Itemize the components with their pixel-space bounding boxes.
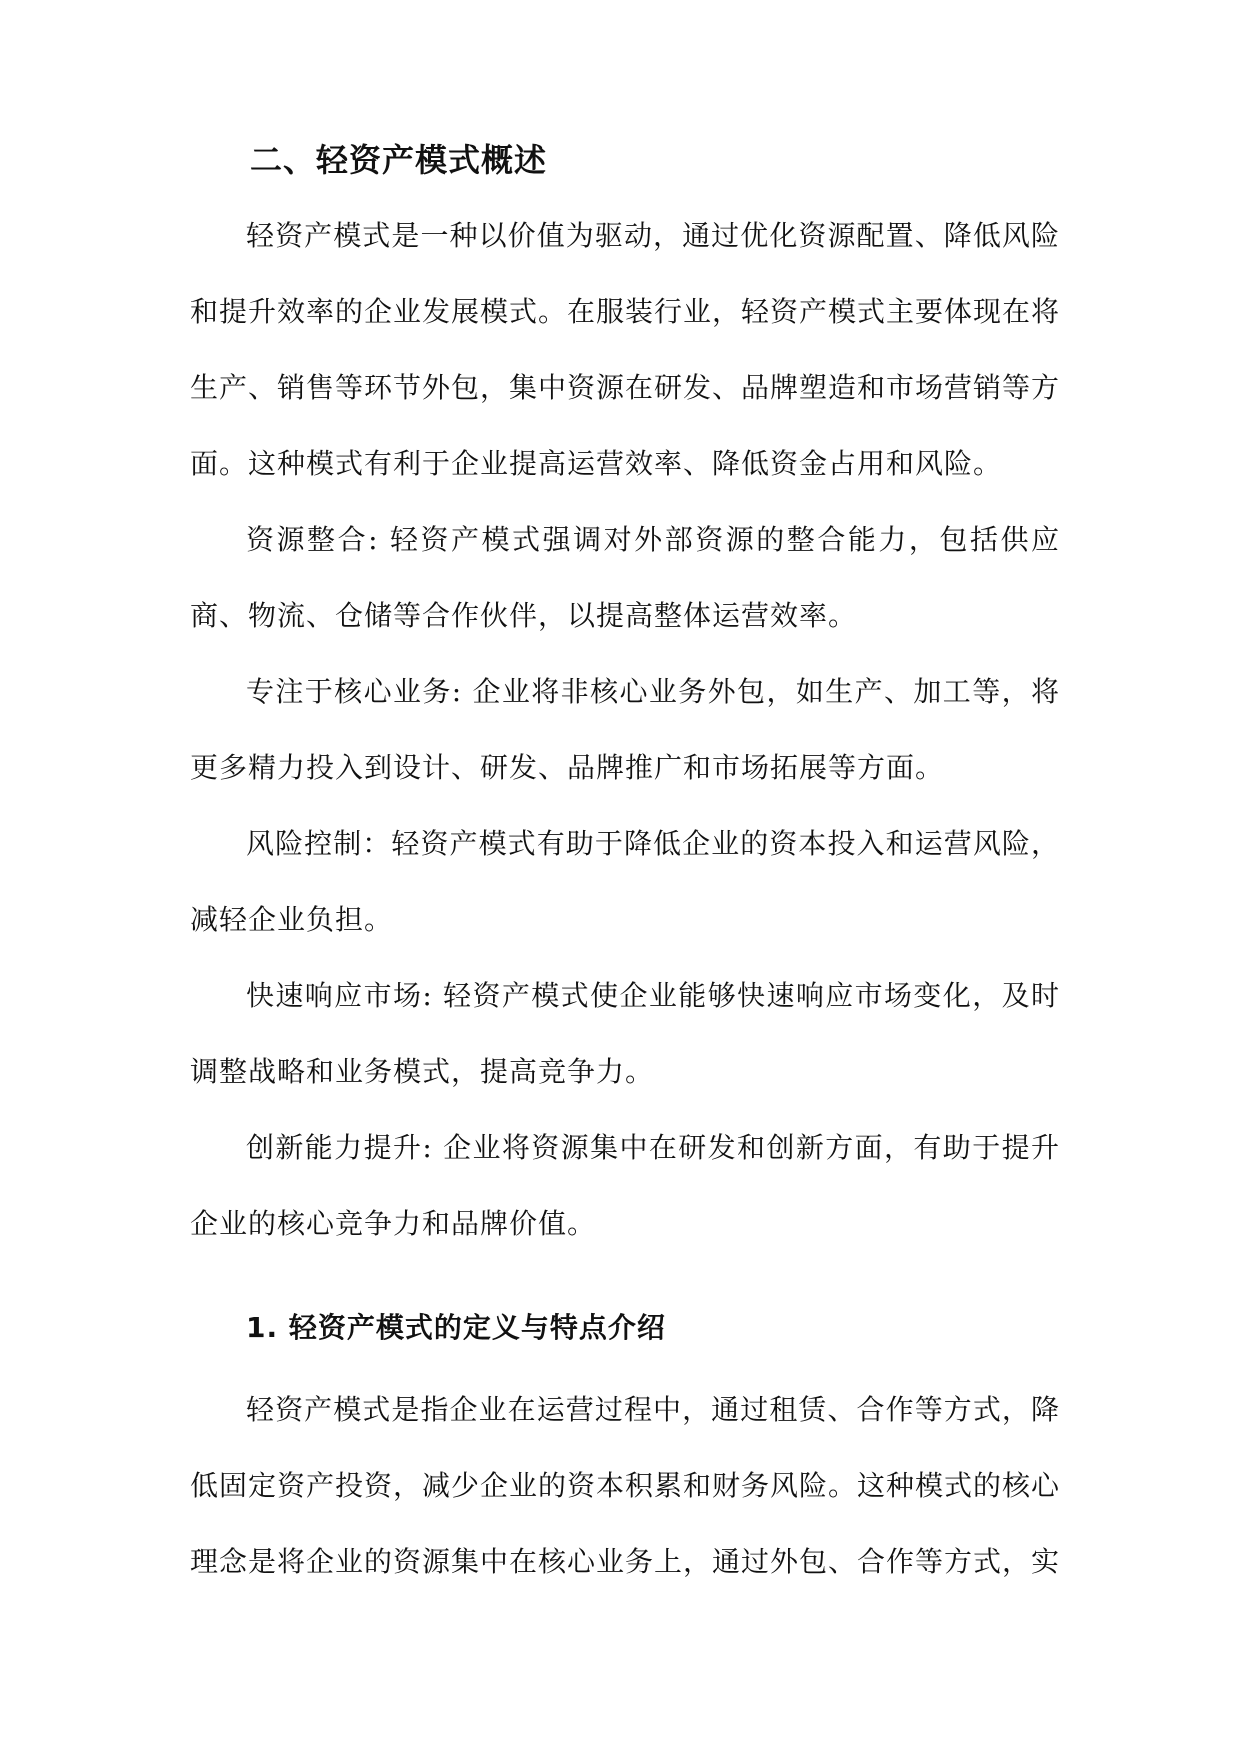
- paragraph-overview: 轻资产模式是一种以价值为驱动，通过优化资源配置、降低风险和提升效率的企业发展模式。在服装行业，轻资产模式主要体现在将生产、销售等环节外包，集中资源在研发、品牌塑造和市场营销等方面。这种模式有利于企业提高运营效率、降低资金占用和风险。: [190, 219, 1061, 480]
- paragraph-definition: 轻资产模式是指企业在运营过程中，通过租赁、合作等方式，降低固定资产投资，减少企业的资本积累和财务风险。这种模式的核心理念是将企业的资源集中在核心业务上，通过外包、合作等方式，实: [190, 1393, 1061, 1578]
- subsection-heading: 1. 轻资产模式的定义与特点介绍: [246, 1311, 666, 1344]
- paragraph-core-business: 专注于核心业务: 企业将非核心业务外包，如生产、加工等，将更多精力投入到设计、研发、品牌推广和市场拓展等方面。: [190, 675, 1060, 784]
- paragraph-risk-control: 风险控制：轻资产模式有助于降低企业的资本投入和运营风险，减轻企业负担。: [190, 827, 1060, 936]
- document-content: [190, 140, 1060, 1600]
- paragraph-resource-integration: 资源整合: 轻资产模式强调对外部资源的整合能力，包括供应商、物流、仓储等合作伙伴，以提高整体运营效率。: [190, 523, 1060, 632]
- paragraph-innovation: 创新能力提升: 企业将资源集中在研发和创新方面，有助于提升企业的核心竞争力和品牌价值。: [190, 1131, 1060, 1240]
- paragraph-market-response: 快速响应市场: 轻资产模式使企业能够快速响应市场变化，及时调整战略和业务模式，提高竞争力。: [190, 979, 1060, 1088]
- section-heading: 二、轻资产模式概述: [250, 141, 548, 179]
